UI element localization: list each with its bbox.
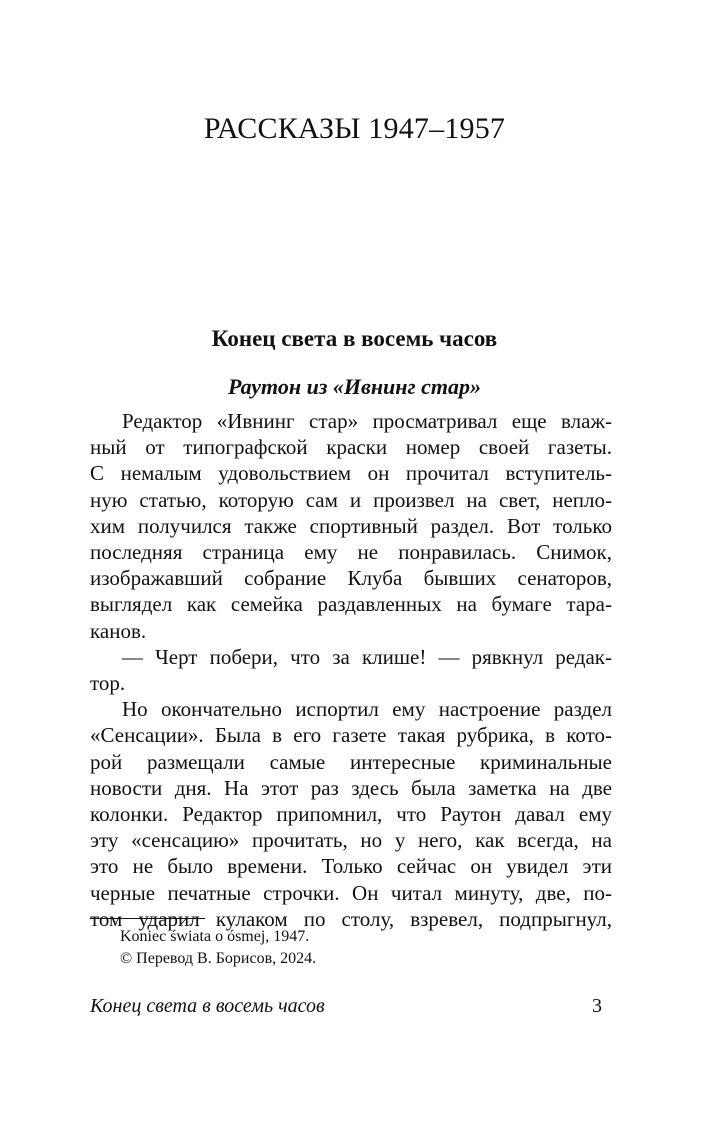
page-number: 3 bbox=[592, 995, 602, 1017]
body-line: — Черт побери, что за клише! — рявкнул редак- bbox=[122, 644, 612, 669]
footnote-divider bbox=[90, 918, 205, 919]
body-line: канов. bbox=[90, 618, 147, 643]
body-line: С немалым удовольствием он прочитал вступитель- bbox=[90, 461, 612, 486]
body-line: рой размещали самые интересные криминальные bbox=[90, 749, 612, 774]
body-line: эту «сенсацию» прочитать, но у него, как всегда, на bbox=[90, 828, 612, 853]
body-line: ный от типографской краски номер своей газеты. bbox=[90, 435, 612, 460]
story-subtitle: Раутон из «Ивнинг стар» bbox=[227, 374, 482, 399]
body-line: выглядел как семейка раздавленных на бумаге тара- bbox=[90, 592, 612, 617]
body-line: это не было времени. Только сейчас он увидел эти bbox=[90, 854, 612, 879]
body-line: том ударил кулаком по столу, взревел, подпрыгнул, bbox=[90, 906, 612, 931]
body-line: новости дня. На этот раз здесь была заметка на две bbox=[90, 775, 612, 800]
body-line: последняя страница ему не понравилась. Снимок, bbox=[90, 540, 612, 565]
body-line: хим получился также спортивный раздел. Вот только bbox=[90, 513, 612, 538]
body-line: тор. bbox=[90, 671, 126, 696]
body-line: колонки. Редактор припомнил, что Раутон давал ему bbox=[90, 802, 612, 827]
footnotes bbox=[120, 926, 316, 970]
footnote-copyright: © Перевод В. Борисов, 2024. bbox=[120, 950, 317, 967]
footnote-original-title: Koniec świata o ósmej, 1947. bbox=[120, 928, 310, 945]
body-line: Редактор «Ивнинг стар» просматривал еще влаж- bbox=[122, 409, 612, 433]
body-line: ную статью, которую сам и произвел на свет, непло- bbox=[90, 487, 612, 512]
running-footer: Конец света в восемь часов bbox=[90, 995, 325, 1017]
story-title: Конец света в восемь часов bbox=[211, 326, 498, 351]
story-body bbox=[90, 408, 612, 932]
body-line: изображавший собрание Клуба бывших сенаторов, bbox=[90, 566, 612, 591]
section-title: РАССКАЗЫ 1947–1957 bbox=[203, 112, 506, 145]
body-line: Но окончательно испортил ему настроение раздел bbox=[122, 697, 612, 722]
body-line: черные печатные строчки. Он читал минуту, две, по- bbox=[90, 880, 612, 905]
body-line: «Сенсации». Была в его газете такая рубрика, в кото- bbox=[90, 723, 612, 748]
